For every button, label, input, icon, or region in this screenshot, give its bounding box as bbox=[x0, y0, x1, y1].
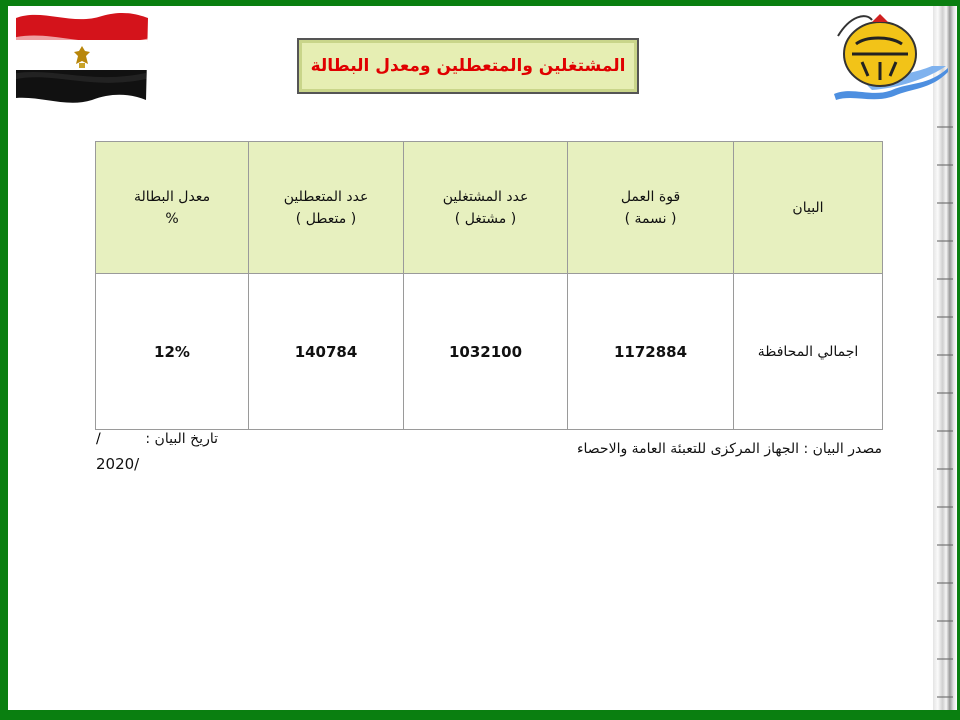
egypt-flag-icon bbox=[12, 8, 150, 104]
title-box bbox=[297, 38, 639, 94]
strip-dash bbox=[937, 240, 953, 242]
header-statement-label: البيان bbox=[792, 199, 824, 216]
strip-dash bbox=[937, 278, 953, 280]
row-label: اجمالي المحافظة bbox=[734, 274, 883, 430]
strip-dash bbox=[937, 392, 953, 394]
strip-dash bbox=[937, 658, 953, 660]
strip-dash bbox=[937, 126, 953, 128]
strip-dash bbox=[937, 468, 953, 470]
header-unemployed-unit: ( متعطل ) bbox=[295, 210, 357, 227]
governorate-emblem-icon bbox=[832, 6, 950, 106]
labor-force-value: 1172884 bbox=[568, 274, 734, 430]
table-header-row bbox=[96, 142, 883, 274]
strip-dash bbox=[937, 430, 953, 432]
employed-value: 1032100 bbox=[404, 274, 568, 430]
header-employed-unit: ( مشتغل ) bbox=[454, 210, 517, 227]
employment-table bbox=[95, 141, 883, 430]
data-source: مصدر البيان : الجهاز المركزى للتعبئة العامة والاحصاء bbox=[576, 441, 882, 457]
header-unemployment-rate-unit: % bbox=[165, 210, 179, 227]
strip-dash bbox=[937, 316, 953, 318]
date-label: تاريخ البيان : bbox=[145, 431, 218, 447]
header-unemployment-rate-label: معدل البطالة bbox=[133, 188, 211, 205]
strip-dash bbox=[937, 696, 953, 698]
strip-dash bbox=[937, 620, 953, 622]
header-employed bbox=[404, 142, 568, 274]
header-labor-force-unit: ( نسمة ) bbox=[624, 210, 677, 227]
strip-dash bbox=[937, 506, 953, 508]
header-unemployment-rate bbox=[96, 142, 249, 274]
header-unemployed-label: عدد المتعطلين bbox=[283, 188, 369, 205]
strip-dash bbox=[937, 164, 953, 166]
date-year: 2020/ bbox=[96, 455, 140, 473]
strip-dash bbox=[937, 582, 953, 584]
header-labor-force bbox=[568, 142, 734, 274]
header-unemployed bbox=[249, 142, 404, 274]
strip-dash bbox=[937, 354, 953, 356]
decorative-side-strip bbox=[933, 6, 957, 710]
page-title: المشتغلين والمتعطلين ومعدل البطالة bbox=[310, 56, 626, 76]
unemployment-rate-value: 12% bbox=[96, 274, 249, 430]
unemployed-value: 140784 bbox=[249, 274, 404, 430]
date-slash: / bbox=[96, 431, 101, 447]
header-employed-label: عدد المشتغلين bbox=[442, 188, 529, 205]
strip-dash bbox=[937, 544, 953, 546]
strip-dash bbox=[937, 202, 953, 204]
header-statement bbox=[734, 142, 883, 274]
header-labor-force-label: قوة العمل bbox=[620, 188, 681, 205]
table-row bbox=[96, 274, 883, 430]
